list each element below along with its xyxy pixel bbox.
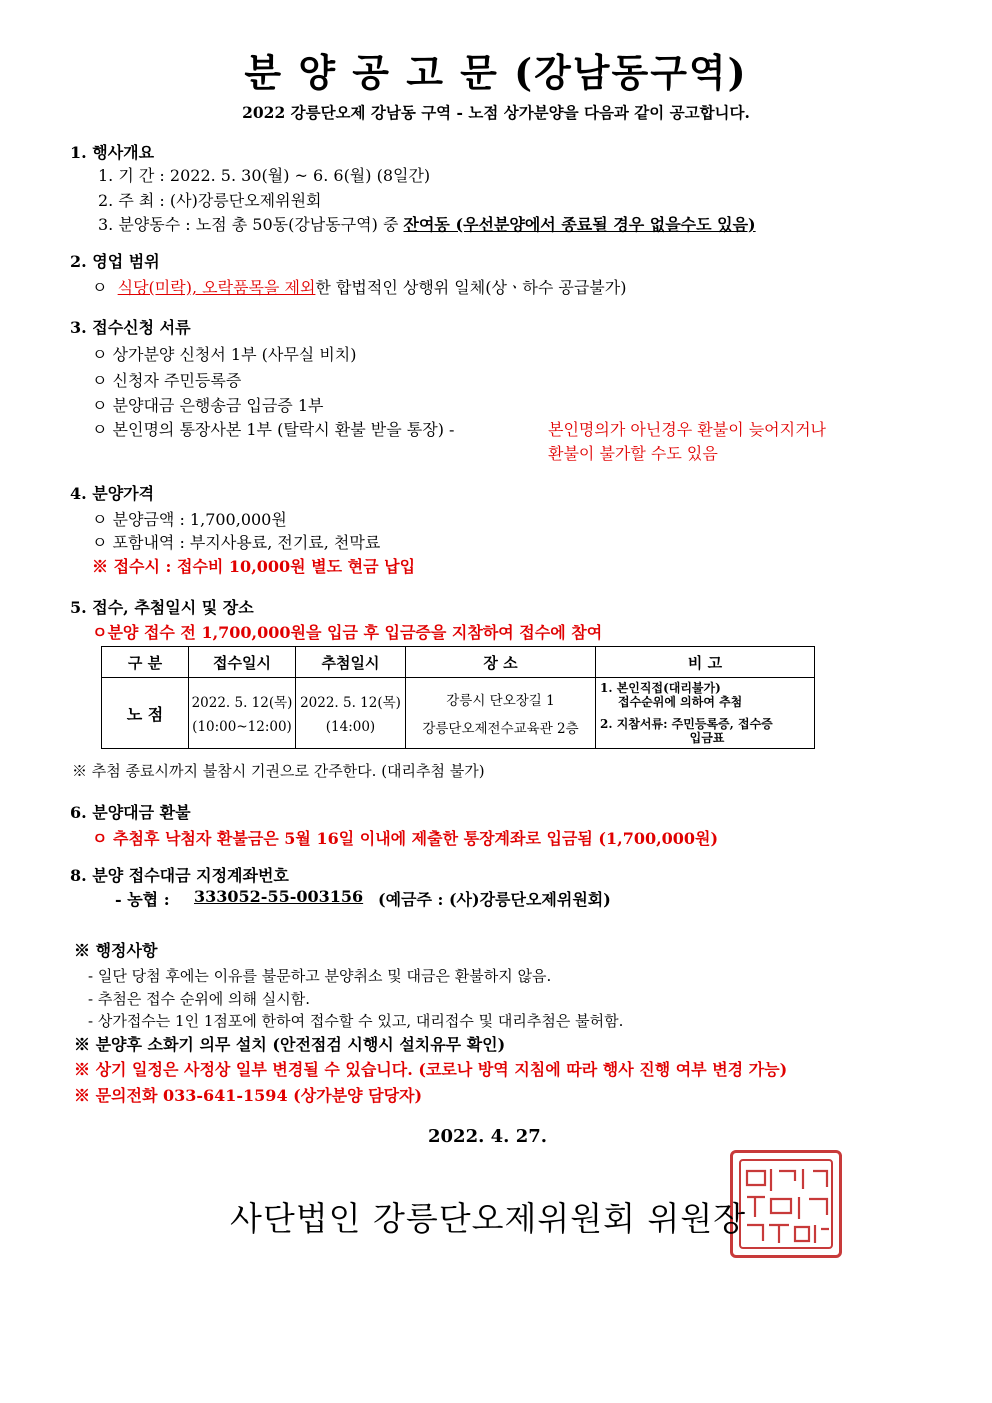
cell-draw (296, 678, 406, 749)
cell-note (596, 678, 815, 749)
draw-footnote: ※ 추첨 종료시까지 불참시 기권으로 간주한다. (대리추첨 불가) (72, 762, 485, 780)
cell-type: 노 점 (102, 678, 189, 749)
event-units (98, 212, 756, 235)
admin-rule-3: - 상가접수는 1인 1점포에 한하여 접수할 수 있고, 대리접수 및 대리추첨은 불허함. (88, 1012, 624, 1030)
section-2-heading: 2. 영업 범위 (70, 252, 160, 271)
doc-item: ㅇ 본인명의 통장사본 1부 (탈락시 환불 받을 통장) - (92, 420, 455, 439)
page-title: 분 양 공 고 문 (강남동구역) (244, 50, 748, 95)
cell-place (406, 678, 596, 749)
refund-warning-2: 환불이 불가할 수도 있음 (548, 444, 718, 463)
announcement-date: 2022. 4. 27. (428, 1126, 548, 1147)
business-scope (92, 275, 626, 298)
doc-item: ㅇ 상가분양 신청서 1부 (사무실 비치) (92, 345, 357, 364)
table-header-row (102, 647, 815, 678)
excluded-items: 식당(미락), 오락품목을 제외 (117, 278, 316, 297)
table-row (102, 678, 815, 749)
event-units-remaining: 잔여동 (우선분양에서 종료될 경우 없을수도 있음) (403, 215, 756, 234)
draw-time: (14:00) (325, 719, 376, 735)
event-period: 1. 기 간 : 2022. 5. 30(월) ~ 6. 6(월) (8일간) (98, 166, 431, 185)
col-header-draw: 추첨일시 (296, 647, 406, 678)
note-1b: 접수순위에 의하여 추첨 (618, 695, 743, 709)
price-amount: ㅇ 분양금액 : 1,700,000원 (92, 510, 287, 529)
bullet: ㅇ (92, 278, 108, 297)
section-4-heading: 4. 분양가격 (70, 484, 155, 503)
schedule-change-notice: ※ 상기 일정은 사정상 일부 변경될 수 있습니다. (코로나 방역 지침에 따라 행사 진행 여부 변경 가능) (74, 1060, 788, 1079)
col-header-note: 비 고 (596, 647, 815, 678)
draw-date: 2022. 5. 12(목) (300, 695, 401, 711)
cell-reg (189, 678, 296, 749)
event-units-text: 3. 분양동수 : 노점 총 50동(강남동구역) 중 (98, 215, 404, 234)
place-building: 강릉단오제전수교육관 2층 (422, 721, 579, 737)
doc-item: ㅇ 분양대금 은행송금 입금증 1부 (92, 396, 324, 415)
col-header-type: 구 분 (102, 647, 189, 678)
seal-glyphs (733, 1153, 839, 1255)
price-includes: ㅇ 포함내역 : 부지사용료, 전기료, 천막료 (92, 533, 381, 552)
section-6-heading: 6. 분양대금 환불 (70, 803, 191, 822)
note-2b: 입금표 (689, 731, 725, 745)
page-subtitle: 2022 강릉단오제 강남동 구역 - 노점 상가분양을 다음과 같이 공고합니다. (242, 103, 750, 122)
account-holder: (예금주 : (사)강릉단오제위원회) (378, 890, 611, 909)
schedule-table (101, 646, 815, 749)
refund-warning-1: 본인명의가 아닌경우 환불이 늦어지거나 (548, 420, 827, 439)
fire-extinguisher-notice: ※ 분양후 소화기 의무 설치 (안전점검 시행시 설치유무 확인) (74, 1035, 506, 1054)
reg-time: (10:00~12:00) (192, 719, 292, 735)
doc-item: ㅇ 신청자 주민등록증 (92, 371, 242, 390)
bank-label: - 농협 : (115, 890, 170, 909)
scope-text: 한 합법적인 상행위 일체(상ㆍ하수 공급불가) (315, 278, 627, 297)
col-header-reg: 접수일시 (189, 647, 296, 678)
admin-rule-1: - 일단 당첨 후에는 이유를 불문하고 분양취소 및 대금은 환불하지 않음. (88, 967, 552, 985)
deposit-notice: ㅇ분양 접수 전 1,700,000원을 입금 후 입금증을 지참하여 접수에 참여 (92, 623, 603, 642)
refund-notice: ㅇ 추첨후 낙첨자 환불금은 5월 16일 이내에 제출한 통장계좌로 입금됨 (1,700,000원) (92, 829, 719, 848)
admin-heading: ※ 행정사항 (74, 941, 158, 960)
note-1: 1. 본인직접(대리불가) (600, 681, 721, 695)
reg-date: 2022. 5. 12(목) (191, 695, 293, 711)
section-1-heading: 1. 행사개요 (70, 143, 155, 162)
signature: 사단법인 강릉단오제위원회 위원장 (230, 1199, 747, 1238)
col-header-place: 장 소 (406, 647, 596, 678)
contact-phone: ※ 문의전화 033-641-1594 (상가분양 담당자) (74, 1086, 423, 1105)
registration-fee: ※ 접수시 : 접수비 10,000원 별도 현금 납입 (92, 557, 416, 576)
account-number: 333052-55-003156 (194, 887, 364, 906)
note-2: 2. 지참서류: 주민등록증, 접수증 (600, 717, 773, 731)
section-8-heading: 8. 분양 접수대금 지정계좌번호 (70, 866, 289, 885)
official-seal (730, 1150, 842, 1258)
section-3-heading: 3. 접수신청 서류 (70, 318, 191, 337)
admin-rule-2: - 추첨은 접수 순위에 의해 실시함. (88, 990, 311, 1008)
place-address: 강릉시 단오장길 1 (446, 693, 555, 709)
section-5-heading: 5. 접수, 추첨일시 및 장소 (70, 598, 254, 617)
event-host: 2. 주 최 : (사)강릉단오제위원회 (98, 191, 322, 210)
